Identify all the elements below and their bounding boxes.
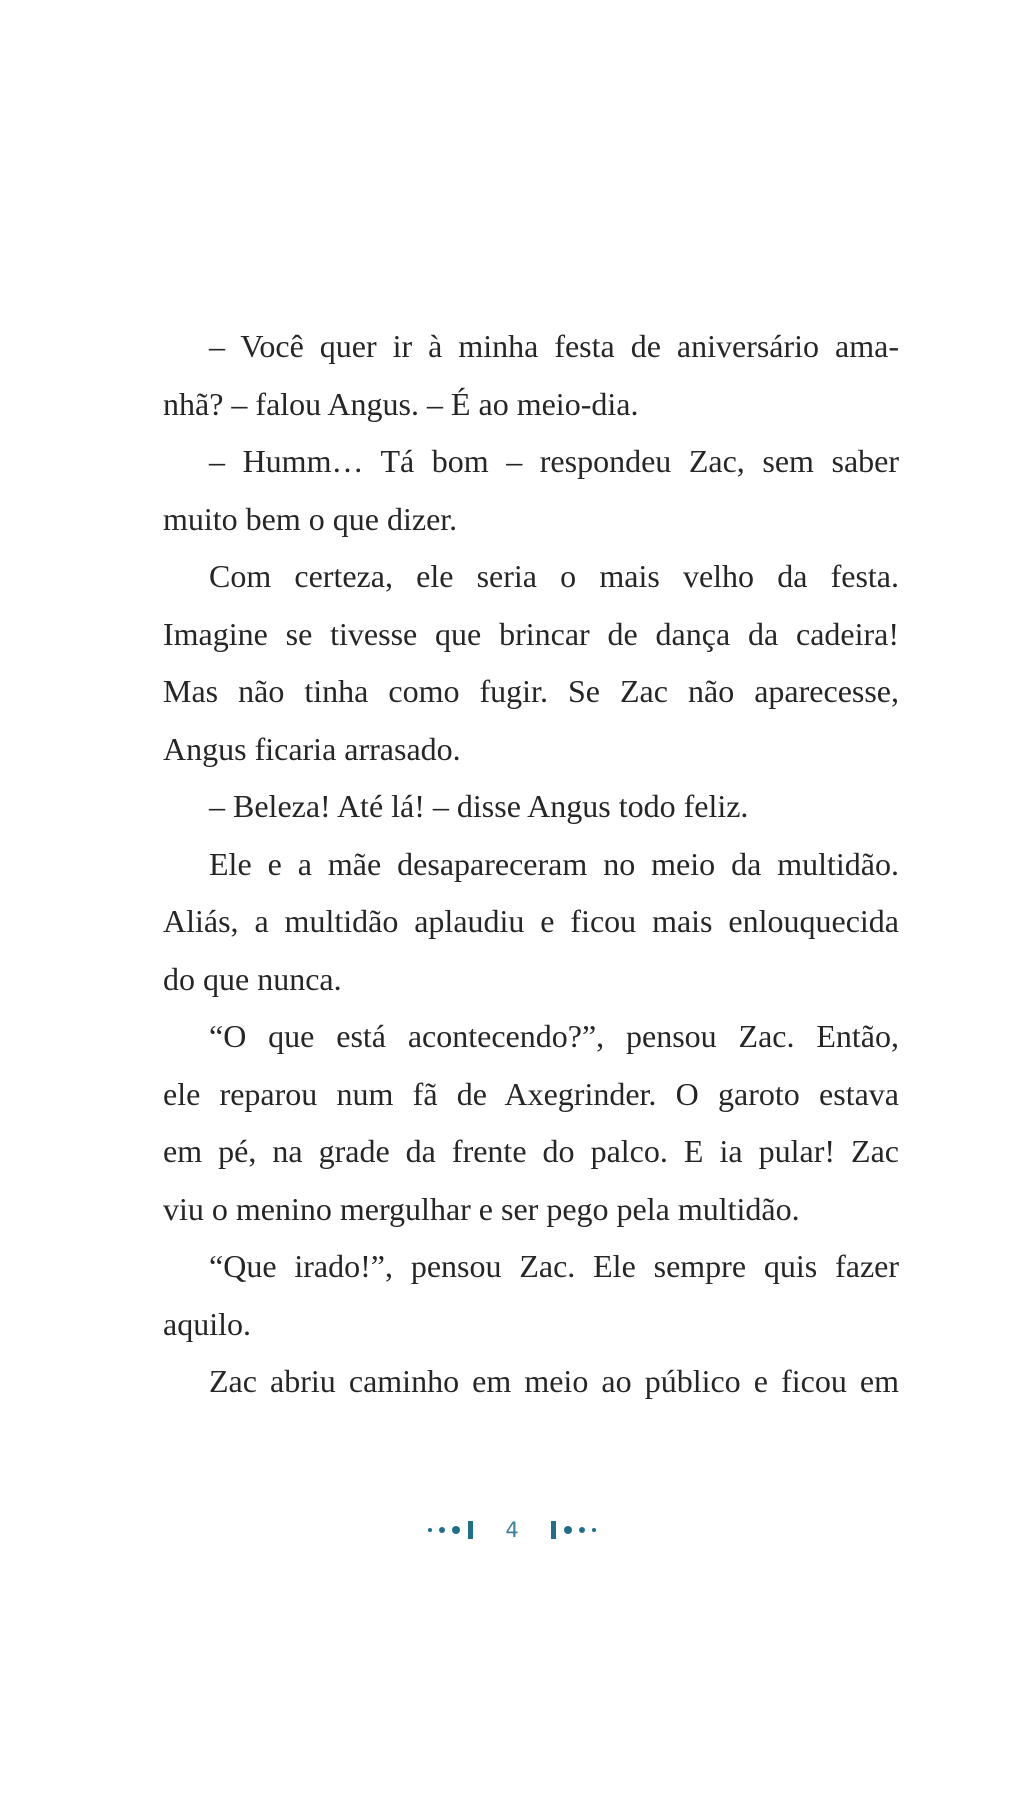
dot-icon <box>428 1528 432 1532</box>
paragraph-5 <box>117 836 899 1009</box>
text-line: viu o menino mergulhar e ser pego pela multidão. <box>163 1190 800 1227</box>
text-line: “O que está acontecendo?”, pensou Zac. Então, <box>209 1018 899 1054</box>
paragraph-4 <box>117 778 899 836</box>
dot-icon <box>579 1527 585 1533</box>
folio-right-bar-ornament <box>551 1521 556 1539</box>
paragraph-6 <box>117 1008 899 1238</box>
text-line: Aliás, a multidão aplaudiu e ficou mais enlouquecida <box>163 903 899 939</box>
text-line: Angus ficaria arrasado. <box>163 730 461 767</box>
dot-icon <box>564 1526 572 1534</box>
dot-icon <box>592 1528 596 1532</box>
text-line: Ele e a mãe desapareceram no meio da multidão. <box>209 845 899 882</box>
text-line: Imagine se tivesse que brincar de dança da cadeira! <box>163 615 899 652</box>
text-line: ele reparou num fã de Axegrinder. O garoto estava <box>163 1075 899 1112</box>
text-line: Com certeza, ele seria o mais velho da festa. <box>209 558 899 594</box>
text-line: do que nunca. <box>163 960 342 997</box>
folio-left-dots-ornament <box>428 1526 460 1534</box>
paragraph-2 <box>117 433 899 548</box>
page-folio <box>0 1518 1024 1542</box>
body-text <box>117 318 899 1411</box>
folio-right-dots-ornament <box>564 1526 596 1534</box>
page-number: 4 <box>505 1518 519 1542</box>
text-line: “Que irado!”, pensou Zac. Ele sempre quis fazer <box>209 1248 899 1284</box>
dot-icon <box>439 1527 445 1533</box>
paragraph-1 <box>117 318 899 433</box>
text-line: – Beleza! Até lá! – disse Angus todo feliz. <box>209 788 749 824</box>
text-line: – Você quer ir à minha festa de aniversário ama- <box>209 328 899 364</box>
text-line: nhã? – falou Angus. – É ao meio-dia. <box>163 385 639 422</box>
folio-left-bar-ornament <box>468 1521 473 1539</box>
text-line: – Humm… Tá bom – respondeu Zac, sem saber <box>209 443 899 479</box>
text-line: Zac abriu caminho em meio ao público e ficou em <box>209 1363 899 1399</box>
text-line: Mas não tinha como fugir. Se Zac não aparecesse, <box>163 673 899 709</box>
paragraph-8 <box>117 1353 899 1411</box>
text-line: aquilo. <box>163 1305 251 1342</box>
dot-icon <box>452 1526 460 1534</box>
paragraph-7 <box>117 1238 899 1353</box>
text-line: muito bem o que dizer. <box>163 500 458 537</box>
text-line: em pé, na grade da frente do palco. E ia pular! Zac <box>163 1133 899 1169</box>
paragraph-3 <box>117 548 899 778</box>
